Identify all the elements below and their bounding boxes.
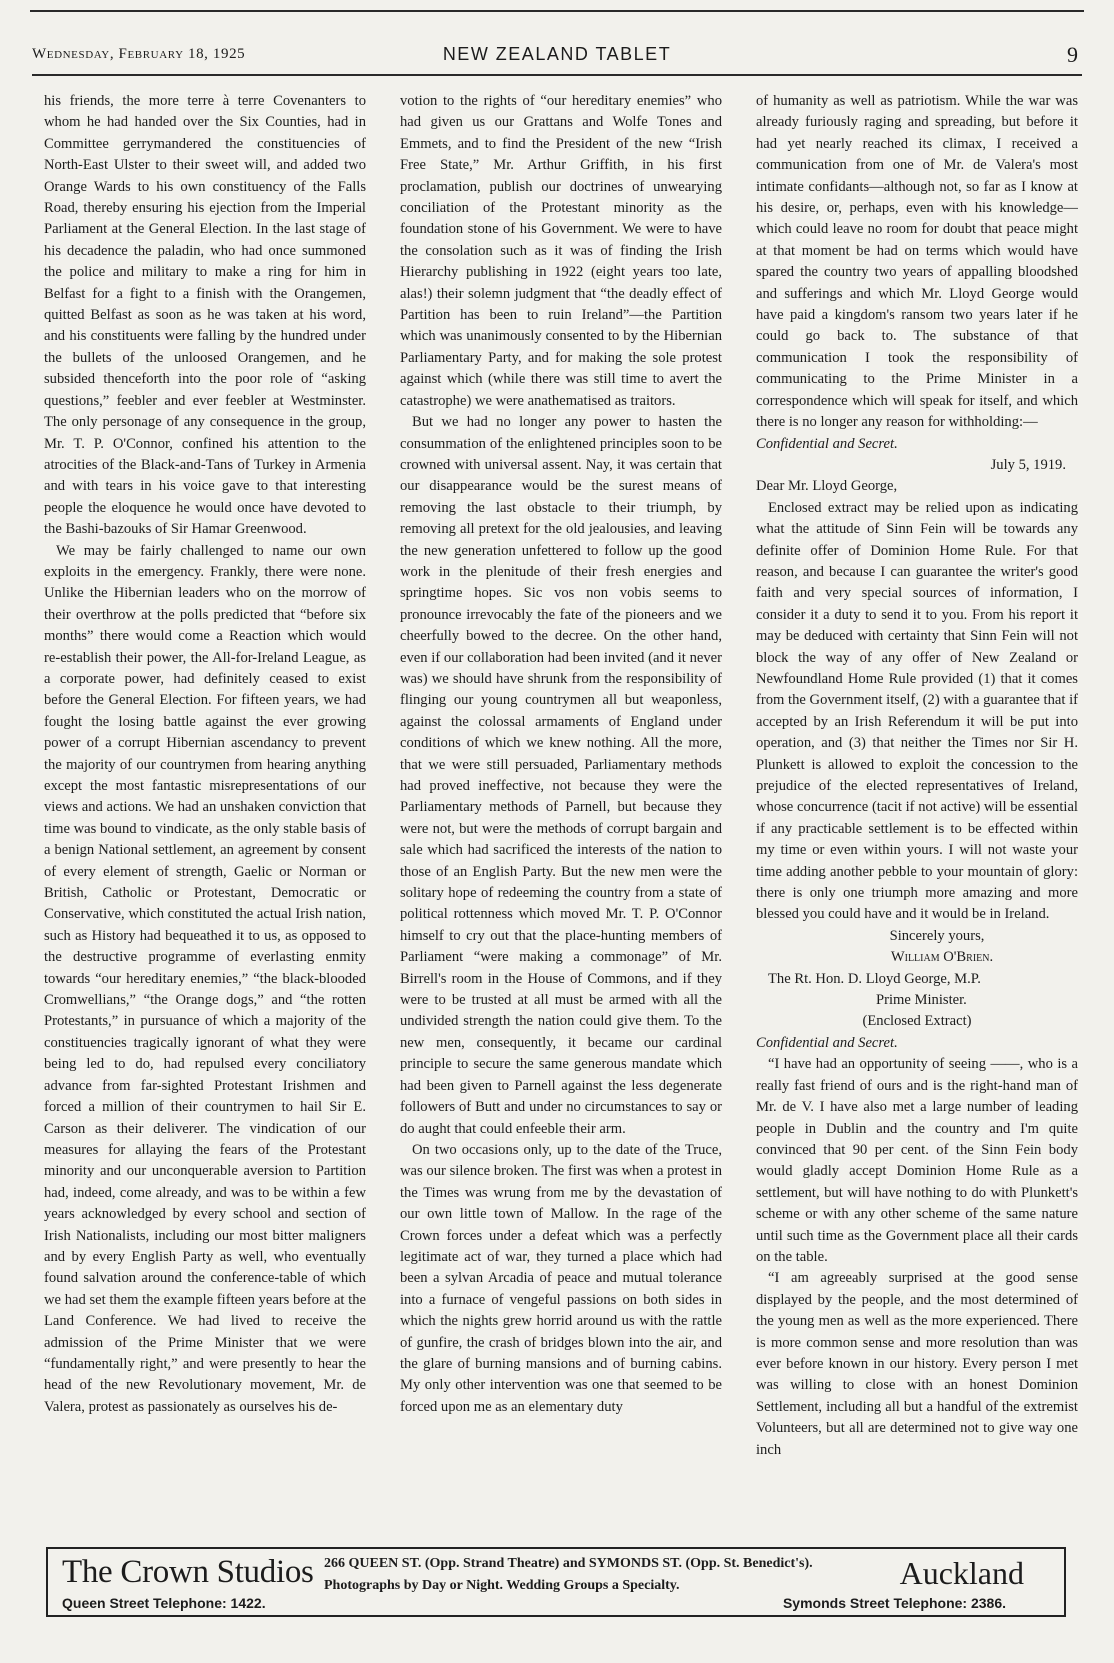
paragraph: On two occasions only, up to the date of the Truce, was our silence broken. The first was when a protest in the Times was wrung from me by the devastation of our own little town of Mallow. In the rage of the Crown forces under a defeat which was a perfectly legitimate act of war, they turned a place which had been a sylvan Arcadia of peace and mutual tolerance into a furnace of vengeful passions on both sides in which the nights grew horrid around us with the rattle of gunfire, the crash of bridges blown into the air, and the glare of burning mansions and of burning cabins. My only other intervention was one that seemed to be forced upon me as an elementary duty	[400, 1141, 722, 1415]
column-3	[756, 91, 1078, 1511]
advertiser-city: Auckland	[899, 1555, 1024, 1591]
article-columns	[44, 91, 1078, 1511]
symonds-street-telephone: Symonds Street Telephone: 2386.	[782, 1595, 1006, 1611]
letter-addressee: The Rt. Hon. D. Lloyd George, M.P.	[768, 970, 981, 987]
page-number: 9	[1067, 42, 1078, 67]
issue-date: Wednesday, February 18, 1925	[32, 46, 246, 62]
queen-street-telephone: Queen Street Telephone: 1422.	[62, 1595, 266, 1611]
paragraph: his friends, the more terre à terre Covenanters to whom he had handed over the Six Counties, had in Committee gerrymandered the constituencies of North-East Ulster to their sweet will, and added two Orange Wards to his own constituency of the Falls Road, thereby ensuring his ejection from the Imperial Parliament at the General Election. In the last stage of his decadence the paladin, who had once summoned the police and military to make a ring for him in Belfast for a fight to a finish with the Orangemen, quitted Belfast as soon as he was taken at his word, and his constituents were falling by the hundred under the bullets of the unloosed Orangemen, and he subsided thenceforth into the poor role of “asking questions,” feebler and ever feebler at Westminster. The only personage of any consequence in the group, Mr. T. P. O'Connor, confined his attention to the atrocities of the Black-and-Tans of Turkey in Armenia and with tears in his voice gave to that interesting people the eloquence he would once have devoted to the Bashi-bazouks of Sir Hamar Greenwood.	[44, 93, 366, 538]
page-header	[32, 40, 1082, 76]
paragraph: votion to the rights of “our hereditary enemies” who had given us our Grattans and Wolfe Tones and Emmets, and to find the President of the new “Irish Free State,” Mr. Arthur Griffith, in his first proclamation, publish our doctrines of unwearying conciliation of the Protestant minority as the foundation stone of his Government. We were to have the consolation such as it was of finding the Irish Hierarchy publishing in 1922 (eight years too late, alas!) their solemn judgment that “the deadly effect of Partition has been to ruin Ireland”—the Partition which was unanimously consented to by the Hibernian Parliamentary Party, and for making the sole protest against which (while there was still time to avert the catastrophe) we were anathematised as traitors.	[400, 93, 722, 409]
letter-addressee-title: Prime Minister.	[876, 992, 967, 1009]
confidential-heading: Confidential and Secret.	[756, 1034, 898, 1051]
column-1	[44, 91, 366, 1511]
enclosure-heading: (Enclosed Extract)	[862, 1013, 972, 1030]
paragraph: We may be fairly challenged to name our own exploits in the emergency. Frankly, there were none. Unlike the Hibernian leaders who on the morrow of their overthrow at the polls predicted that “before six months” there would come a Reaction which would re-establish their power, the All-for-Ireland League, as a corporate power, had definitely ceased to exist before the General Election. For fifteen years, we had fought the losing battle against the ever growing power of a corrupt Hibernian ascendancy to prevent the majority of our countrymen from hearing anything except the most fantastic misrepresentations of our views and actions. We had an unshaken conviction that time was bound to vindicate, as the only stable basis of a benign National settlement, an agreement by consent of every element of strength, Gaelic or Norman or British, Catholic or Protestant, Democratic or Conservative, which constituted the actual Irish nation, such as History had bequeathed it to us, as opposed to the destructive programme of everlasting enmity towards “our hereditary enemies,” “the black-blooded Cromwellians,” “the Orange dogs,” and “the rotten Protestants,” in pursuance of which a majority of the constituencies tragically ignorant of what they were being led to do, had repulsed every conciliatory advance from far-sighted Protestant Irishmen and forced a million of their countrymen to hail Sir E. Carson as their deliverer. The vindication of our measures for allaying the fears of the Protestant minority and our unconquerable aversion to Partition had, indeed, come already, and was to be within a few years acknowledged by every school and section of Irish Nationalists, including our most bitter maligners and by every English Party as well, who eventually found salvation around the conference-table of which we had set them the example fifteen years before at the Land Conference. We had lived to receive the admission of the Prime Minister that we were “fundamentally right,” and were presently to hear the head of the new Revolutionary movement, Mr. de Valera, protest as passionately as ourselves his de-	[44, 542, 366, 1415]
column-2	[400, 91, 722, 1511]
advertisement-box	[46, 1547, 1066, 1617]
extract-paragraph: “I have had an opportunity of seeing ——, who is a really fast friend of ours and is the right-hand man of Mr. de V. I have also met a large number of leading people in Dublin and the country and I'm quite convinced that 90 per cent. of the Sinn Fein body would gladly accept Dominion Home Rule as a settlement, but will have nothing to do with Plunkett's scheme or with any other scheme of the same nature until such time as the Government place all their cards on the table.	[756, 1056, 1078, 1265]
letter-closing: Sincerely yours,	[889, 927, 985, 944]
advertisement-body: 266 QUEEN ST. (Opp. Strand Theatre) and SYMONDS ST. (Opp. St. Benedict's). Photographs by Day or Night. Wedding Groups a Specialty.	[324, 1556, 813, 1593]
letter-body: Enclosed extract may be relied upon as indicating what the attitude of Sinn Fein will be towards any definite offer of Dominion Home Rule. For that reason, and because I can guarantee the writer's good faith and very special sources of information, I consider it a duty to send it to you. From his report it may be deduced with certainty that Sinn Fein will not block the way of any offer of New Zealand or Newfoundland Home Rule provided (1) that it comes from the Government itself, (2) with a guarantee that if accepted by an Irish Referendum it will be put into operation, and (3) that neither the Times nor Sir H. Plunkett is allowed to exploit the concession to the prejudice of the elected representatives of Ireland, whose concurrence (tacit if not active) will be essential if any practicable settlement is to be effected within my time or even within yours. I will not waste your time adding another pebble to your mountain of glory: there is only one triumph more amazing and more blessed you could have and it would be in Ireland.	[756, 499, 1078, 923]
extract-paragraph: “I am agreeably surprised at the good sense displayed by the people, and the most determined of the young men as well as the more experienced. There is more common sense and more resolution than was ever before known in our history. Every person I met was willing to close with an honest Dominion Settlement, including all but a handful of the extremist Volunteers, but all are determined not to give way one inch	[756, 1270, 1078, 1458]
paragraph: of humanity as well as patriotism. While the war was already furiously raging and spreading, but before it had yet nearly reached its climax, I received a communication from one of Mr. de Valera's most intimate confidants—although not, so far as I know at his desire, or, perhaps, even with his knowledge—which could leave no room for doubt that peace might at that moment be had on terms which would have spared the country two years of appalling bloodshed and sufferings and which Mr. Lloyd George would have paid a kingdom's ransom two years later if he could go back to. The substance of that communication I took the responsibility of communicating to the Prime Minister in a correspondence which will speak for itself, and which there is no longer any reason for withholding:—	[756, 93, 1078, 431]
publication-title: NEW ZEALAND TABLET	[442, 44, 672, 64]
paragraph: But we had no longer any power to hasten the consummation of the enlightened principles soon to be crowned with universal assent. Nay, it was certain that our disappearance would be the surest means of removing the last obstacle to their triumph, by removing all pretext for the old jealousies, and leaving the new generation unfettered to follow up the good work in the plenitude of their fresh energies and springtime hopes. Sic vos non vobis seems to pronounce irrevocably the fate of the pioneers and we cheerfully bowed to the decree. On the other hand, even if our collaboration had been invited (and it never was) we should have shrunk from the responsibility of flinging our young countrymen all but weaponless, against the colossal armaments of England under conditions of which we knew nothing. All the more, that we were still persuaded, Parliamentary methods had proved ineffective, not because they were the Parliamentary methods of Parnell, but because they were not, but were the methods of corrupt bargain and sale which had sacrificed the interests of the nation to those of an English Party. But the new men were the solitary hope of redeeming the country from a state of political rottenness which moved Mr. T. P. O'Connor himself to cry out that the place-hunting members of Parliament “were making a commonage” of Mr. Birrell's room in the House of Commons, and if they were to be trusted at all must be armed with all the undivided strength the nation could give them. To the new men, consequently, it became our cardinal principle to secure the same generous mandate which had been given to Parnell against the less degenerate followers of Butt and under no circumstances to say or do aught that could enfeeble their arm.	[400, 414, 722, 1137]
top-rule	[30, 10, 1084, 12]
confidential-heading: Confidential and Secret.	[756, 435, 898, 452]
advertiser-name: The Crown Studios	[62, 1554, 314, 1590]
letter-signature: William O'Brien.	[890, 949, 994, 966]
letter-salutation: Dear Mr. Lloyd George,	[756, 478, 898, 495]
letter-date: July 5, 1919.	[990, 456, 1066, 473]
